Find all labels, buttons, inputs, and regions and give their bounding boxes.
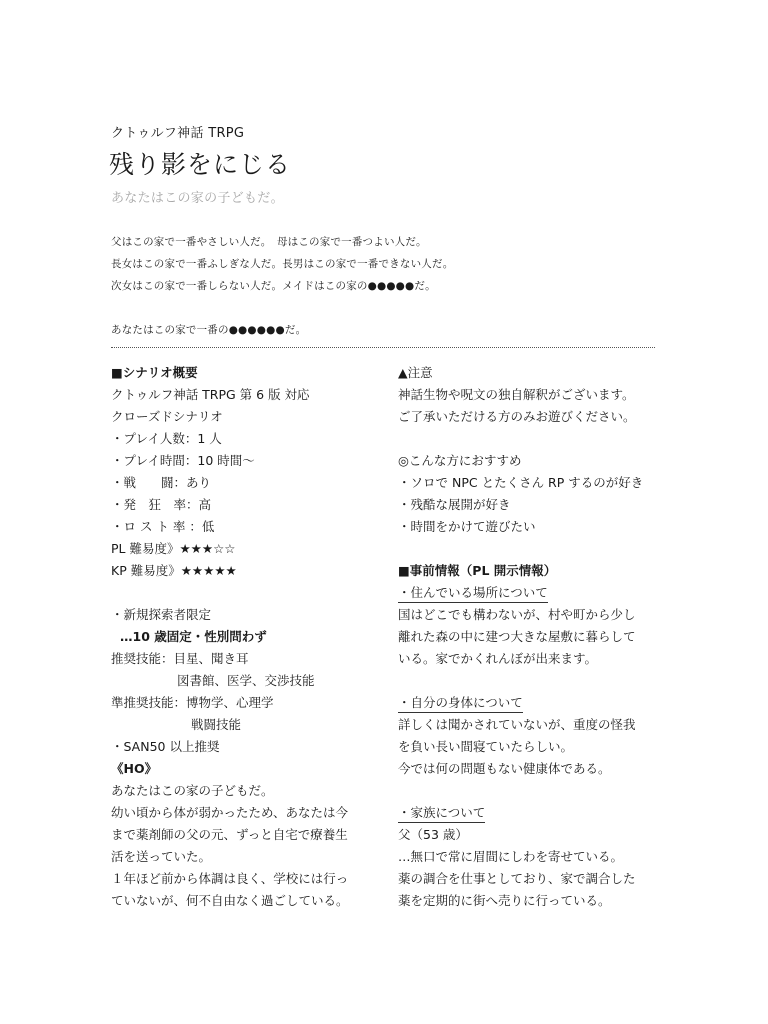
caution-line: ご了承いただける方のみお遊びください。 [398, 409, 636, 424]
ho-line: １年ほど前から体調は良く、学校には行っ [111, 871, 349, 886]
player-count: ・プレイ人数：1 人 [111, 431, 222, 446]
family-heading: ・家族について [398, 804, 485, 823]
body-line: 詳しくは聞かされていないが、重度の怪我 [398, 717, 636, 732]
ho-line: まで薬剤師の父の元、ずっと自宅で療養生 [111, 827, 348, 842]
sub-recommended-skills: 準推奨技能：博物学、心理学 [111, 695, 274, 710]
pl-difficulty: PL 難易度》★★★☆☆ [111, 541, 236, 556]
recommended-skills: 推奨技能：目星、聞き耳 [111, 651, 249, 666]
kp-difficulty: KP 難易度》★★★★★ [111, 563, 237, 578]
caution-heading: ▲注意 [398, 365, 433, 380]
residence-heading: ・住んでいる場所について [398, 584, 548, 603]
family-line: 父（53 歳） [398, 827, 468, 842]
spacer [398, 538, 668, 560]
caution-line: 神話生物や呪文の独自解釈がございます。 [398, 387, 635, 402]
residence-line: 国はどこでも構わないが、村や町から少し [398, 607, 636, 622]
recommend-item: ・ソロで NPC とたくさん RP するのが好き [398, 475, 644, 490]
spacer [398, 780, 668, 802]
ho-line: 幼い頃から体が弱かったため、あなたは今 [111, 805, 349, 820]
san-recommendation: ・SAN50 以上推奨 [111, 739, 220, 754]
intro-closing: あなたはこの家で一番の●●●●●●だ。 [111, 324, 307, 336]
body-line: を負い長い間寝ていたらしい。 [398, 739, 574, 754]
intro-line: 父はこの家で一番やさしい人だ。 母はこの家で一番つよい人だ。 [111, 236, 427, 248]
spacer [398, 670, 668, 692]
page-title: 残り影をにじる [109, 150, 292, 179]
family-line: 薬を定期的に街へ売りに行っている。 [398, 893, 611, 908]
family-line: …無口で常に眉間にしわを寄せている。 [398, 849, 624, 864]
play-time: ・プレイ時間：10 時間～ [111, 453, 255, 468]
intro-line: 長女はこの家で一番ふしぎな人だ。長男はこの家で一番できない人だ。 [111, 258, 454, 270]
age-fixed: …10 歳固定・性別問わず [120, 629, 267, 644]
spacer [111, 582, 381, 604]
lost-rate: ・ロ ス ト 率 ：低 [111, 519, 215, 534]
recommend-heading: ◎こんな方におすすめ [398, 453, 522, 468]
insanity-rate: ・発 狂 率：高 [111, 497, 212, 512]
right-column [398, 362, 668, 912]
ho-line: あなたはこの家の子どもだ。 [111, 783, 274, 798]
pre-info-heading: ■事前情報（PL 開示情報） [398, 563, 557, 578]
left-column [111, 362, 381, 912]
series-label: クトゥルフ神話 TRPG [111, 126, 245, 141]
spacer [398, 428, 668, 450]
intro-line: 次女はこの家で一番しらない人だ。メイドはこの家の●●●●●だ。 [111, 280, 436, 292]
family-line: 薬の調合を仕事としており、家で調合した [398, 871, 636, 886]
sub-recommended-skills-cont: 戦闘技能 [191, 717, 242, 732]
ho-line: ていないが、何不自由なく過ごしている。 [111, 893, 349, 908]
dotted-divider [111, 347, 655, 348]
subtitle: あなたはこの家の子どもだ。 [111, 191, 284, 206]
overview-heading: ■シナリオ概要 [111, 365, 198, 380]
ho-heading: 《HO》 [111, 761, 158, 776]
ho-line: 活を送っていた。 [111, 849, 212, 864]
new-investigator: ・新規探索者限定 [111, 607, 212, 622]
recommend-item: ・時間をかけて遊びたい [398, 519, 536, 534]
combat-info: ・戦 闘：あり [111, 475, 212, 490]
body-heading: ・自分の身体について [398, 694, 523, 713]
residence-line: 離れた森の中に建つ大きな屋敷に暮らして [398, 629, 636, 644]
recommend-item: ・残酷な展開が好き [398, 497, 511, 512]
system-line: クトゥルフ神話 TRPG 第 6 版 対応 [111, 387, 310, 402]
residence-line: いる。家でかくれんぼが出来ます。 [398, 651, 598, 666]
scenario-type: クローズドシナリオ [111, 409, 223, 424]
recommended-skills-cont: 図書館、医学、交渉技能 [177, 673, 315, 688]
body-line: 今では何の問題もない健康体である。 [398, 761, 611, 776]
